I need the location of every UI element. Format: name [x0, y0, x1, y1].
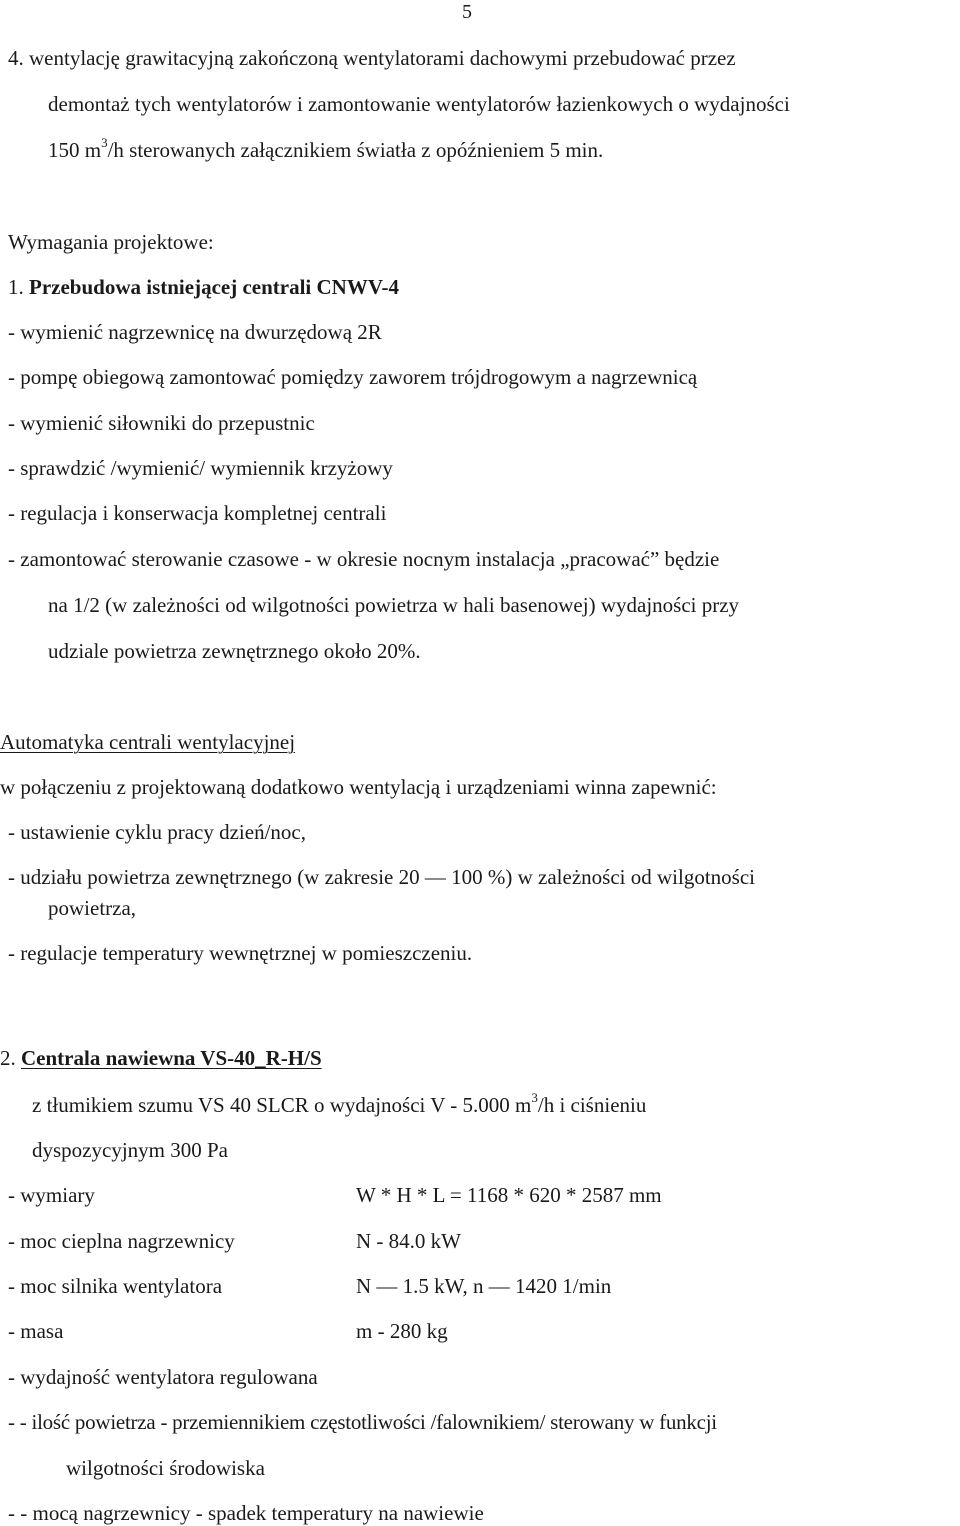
- item4-line3-b: /h sterowanych załącznikiem światła z opóźnieniem 5 min.: [107, 138, 604, 162]
- page-number: 5: [462, 1, 472, 23]
- requirements-bullet: - regulacja i konserwacja kompletnej centrali: [8, 501, 387, 525]
- automation-bullet: - regulacje temperatury wewnętrznej w pomieszczeniu.: [8, 941, 473, 965]
- spec-row: [8, 1273, 948, 1299]
- spec-row: [8, 1182, 948, 1208]
- spec-label: - masa: [8, 1319, 64, 1343]
- unit2-line1-a: z tłumikiem szumu VS 40 SLCR o wydajności V - 5.000 m: [32, 1093, 532, 1117]
- unit2-line1-b: /h i ciśnieniu: [537, 1093, 647, 1117]
- automation-heading: Automatyka centrali wentylacyjnej: [0, 730, 296, 754]
- unit2-line2: dyspozycyjnym 300 Pa: [32, 1138, 228, 1162]
- unit2-line1-sup: 3: [531, 1090, 538, 1105]
- requirements-item1-num: 1.: [8, 275, 29, 299]
- requirements-continuation: na 1/2 (w zależności od wilgotności powietrza w hali basenowej) wydajności przy: [48, 593, 740, 617]
- spec-row: [8, 1318, 948, 1344]
- requirements-bullet: - zamontować sterowanie czasowe - w okresie nocnym instalacja „pracować” będzie: [8, 547, 720, 571]
- spec-value: N - 84.0 kW: [356, 1229, 461, 1253]
- spec-label: - wymiary: [8, 1183, 95, 1207]
- requirements-continuation: udziale powietrza zewnętrznego około 20%.: [48, 639, 421, 663]
- requirements-bullet: - wymienić siłowniki do przepustnic: [8, 411, 315, 435]
- requirements-heading: Wymagania projektowe:: [8, 230, 214, 254]
- fan-sub-heater: - - mocą nagrzewnicy - spadek temperatury na nawiewie: [8, 1501, 484, 1525]
- item4-line3-a: 150 m: [48, 138, 102, 162]
- fan-regulation: - wydajność wentylatora regulowana: [8, 1365, 318, 1389]
- unit2-title: Centrala nawiewna VS-40_R-H/S: [21, 1046, 322, 1070]
- fan-sub-air-continuation: wilgotności środowiska: [66, 1456, 265, 1480]
- item4-line2: demontaż tych wentylatorów i zamontowanie wentylatorów łazienkowych o wydajności: [48, 92, 790, 116]
- requirements-bullet: - wymienić nagrzewnicę na dwurzędową 2R: [8, 320, 382, 344]
- item4-line3: [48, 137, 603, 163]
- item4-line1: 4. wentylację grawitacyjną zakończoną wentylatorami dachowymi przebudować przez: [8, 46, 736, 70]
- requirements-bullet: - pompę obiegową zamontować pomiędzy zaworem trójdrogowym a nagrzewnicą: [8, 365, 698, 389]
- fan-sub-air: - - ilość powietrza - przemiennikiem częstotliwości /falownikiem/ sterowany w funkcji: [8, 1410, 717, 1434]
- spec-row: [8, 1228, 948, 1254]
- spec-value: W * H * L = 1168 * 620 * 2587 mm: [356, 1183, 662, 1207]
- spec-value: N — 1.5 kW, n — 1420 1/min: [356, 1274, 612, 1298]
- automation-intro: w połączeniu z projektowaną dodatkowo wentylacją i urządzeniami winna zapewnić:: [0, 775, 717, 799]
- automation-bullet-continuation: powietrza,: [48, 896, 137, 920]
- spec-label: - moc silnika wentylatora: [8, 1274, 223, 1298]
- spec-value: m - 280 kg: [356, 1319, 448, 1343]
- automation-bullet: - ustawienie cyklu pracy dzień/noc,: [8, 820, 306, 844]
- requirements-item1-title: Przebudowa istniejącej centrali CNWV-4: [29, 275, 399, 299]
- unit2-num: 2.: [0, 1046, 21, 1070]
- spec-label: - moc cieplna nagrzewnicy: [8, 1229, 235, 1253]
- requirements-bullet: - sprawdzić /wymienić/ wymiennik krzyżowy: [8, 456, 393, 480]
- item4-line3-sup: 3: [101, 135, 108, 150]
- unit2-line1: [32, 1092, 646, 1118]
- unit2-heading: [0, 1045, 322, 1071]
- requirements-item1: [8, 274, 399, 300]
- automation-bullet: - udziału powietrza zewnętrznego (w zakresie 20 — 100 %) w zależności od wilgotności: [8, 865, 755, 889]
